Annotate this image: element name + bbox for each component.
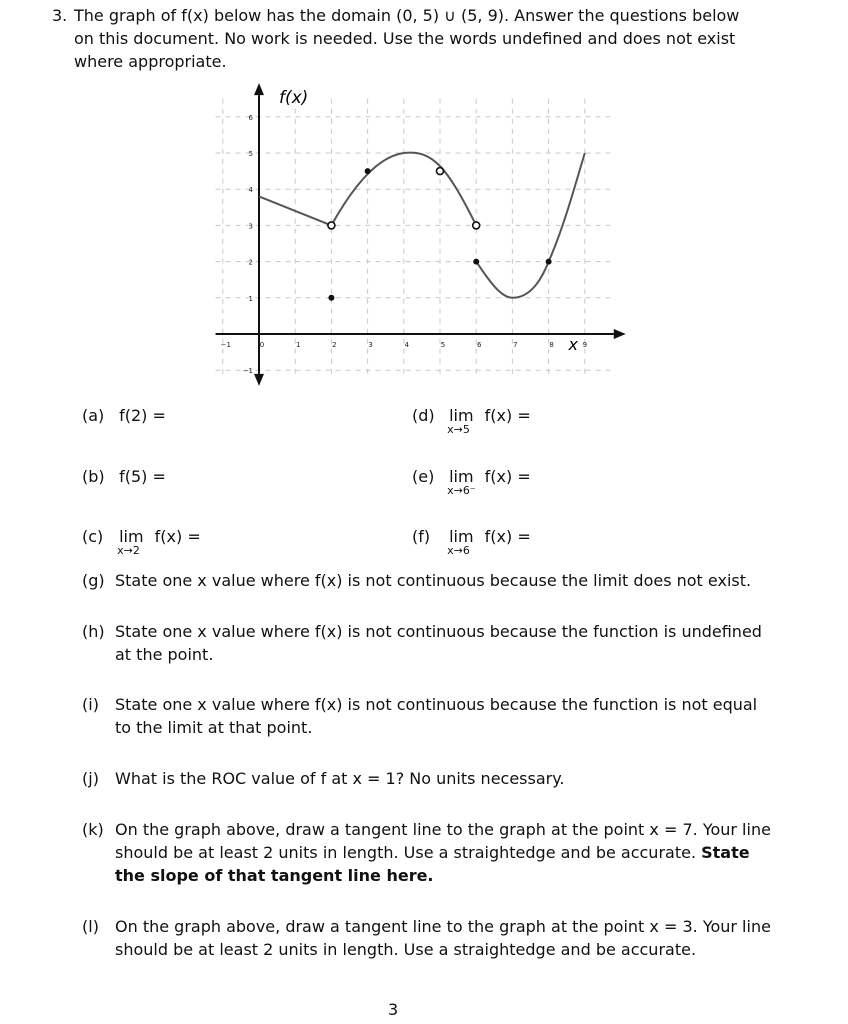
x-tick-label: 6 [476, 341, 482, 349]
question-g-label: (g) [82, 571, 105, 590]
y-tick-label: 1 [248, 294, 253, 303]
lim-text: lim [449, 406, 474, 425]
closed-point [365, 168, 371, 174]
question-j-text: What is the ROC value of f at x = 1? No units necessary. [115, 769, 565, 788]
question-h [82, 620, 772, 666]
x-tick-label: −1 [220, 341, 231, 349]
lim-text: lim [119, 527, 144, 546]
question-c-lim [117, 527, 144, 557]
question-e [412, 467, 531, 497]
question-j-label: (j) [82, 769, 99, 788]
x-tick-label: 7 [513, 341, 518, 349]
open-point [437, 168, 444, 175]
question-h-text: State one x value where f(x) is not continuous because the function is undefined at the point. [115, 622, 762, 664]
question-b [82, 467, 166, 486]
closed-point [546, 259, 552, 265]
axes [216, 83, 626, 386]
question-l-label: (l) [82, 917, 99, 936]
question-h-label: (h) [82, 622, 105, 641]
x-tick-label: 9 [582, 341, 588, 349]
closed-point [328, 295, 334, 301]
grid [216, 99, 611, 378]
y-tick-label: −1 [242, 367, 253, 376]
y-tick-label: 2 [248, 258, 253, 267]
lim-text: lim [449, 527, 474, 546]
y-tick-label: 4 [248, 186, 253, 195]
function-graph [200, 80, 630, 390]
page-number: 3 [388, 1000, 399, 1019]
y-tick-label: 5 [248, 150, 253, 158]
question-d [412, 406, 531, 436]
question-c-label: (c) [82, 527, 104, 546]
question-k-label: (k) [82, 820, 104, 839]
x-tick-label: 8 [549, 341, 554, 349]
x-tick-label: 4 [404, 341, 410, 349]
question-c [82, 527, 201, 557]
question-g-text: State one x value where f(x) is not continuous because the limit does not exist. [115, 571, 752, 590]
closed-point [473, 259, 479, 265]
question-g [82, 569, 772, 592]
lim-subscript: x→6 [447, 544, 470, 557]
question-d-text: f(x) = [484, 406, 531, 425]
question-f [412, 527, 531, 557]
lim-subscript: x→2 [117, 544, 140, 557]
question-b-text: f(5) = [119, 467, 166, 486]
x-axis-label: x [568, 335, 578, 354]
y-axis-arrow-down [254, 374, 264, 386]
question-a-label: (a) [82, 406, 105, 425]
y-tick-label: 6 [248, 113, 253, 122]
y-axis-arrow-up [254, 83, 264, 95]
question-e-label: (e) [412, 467, 435, 486]
lim-subscript: x→5 [447, 423, 470, 436]
question-c-text: f(x) = [154, 527, 201, 546]
question-d-lim [447, 406, 474, 436]
question-l [82, 915, 772, 961]
question-e-text: f(x) = [484, 467, 531, 486]
question-i-text: State one x value where f(x) is not continuous because the function is not equal to the limit at that point. [115, 695, 758, 737]
question-l-text: On the graph above, draw a tangent line to the graph at the point x = 3. Your line should be at least 2 units in length. Use a straightedge and be accurate. [115, 917, 771, 959]
question-b-label: (b) [82, 467, 105, 486]
question-i [82, 693, 772, 739]
question-e-lim [447, 467, 476, 497]
x-tick-label: 5 [440, 341, 446, 349]
question-f-text: f(x) = [484, 527, 531, 546]
x-axis-arrow [614, 329, 626, 339]
x-tick-label: 3 [368, 341, 373, 349]
question-k [82, 818, 772, 887]
lim-text: lim [449, 467, 474, 486]
question-i-label: (i) [82, 695, 99, 714]
question-k-body [115, 818, 772, 887]
problem-statement: The graph of f(x) below has the domain (0, 5) ∪ (5, 9). Answer the questions below on this document. No work is needed. Use the words undefined and does not exist where appropriate. [74, 6, 740, 71]
open-point [328, 222, 335, 229]
question-j [82, 767, 772, 790]
question-k-text: On the graph above, draw a tangent line to the graph at the point x = 7. Your line should be at least 2 units in length. Use a straightedge and be accurate. [115, 820, 771, 862]
problem-number: 3. [52, 6, 68, 25]
question-d-label: (d) [412, 406, 435, 425]
problem-intro [52, 4, 764, 73]
open-point [473, 222, 480, 229]
question-f-label: (f) [412, 527, 431, 546]
question-a [82, 406, 166, 425]
question-a-text: f(2) = [119, 406, 166, 425]
fx-axis-label: f(x) [279, 88, 309, 109]
y-tick-label: 3 [248, 222, 253, 231]
question-f-lim [447, 527, 474, 557]
question-k-bold: State the slope of that tangent line here. [115, 843, 750, 885]
x-tick-label: 0 [259, 341, 265, 349]
lim-subscript: x→6⁻ [447, 484, 476, 497]
x-tick-label: 2 [332, 341, 337, 349]
x-tick-label: 1 [295, 341, 301, 349]
